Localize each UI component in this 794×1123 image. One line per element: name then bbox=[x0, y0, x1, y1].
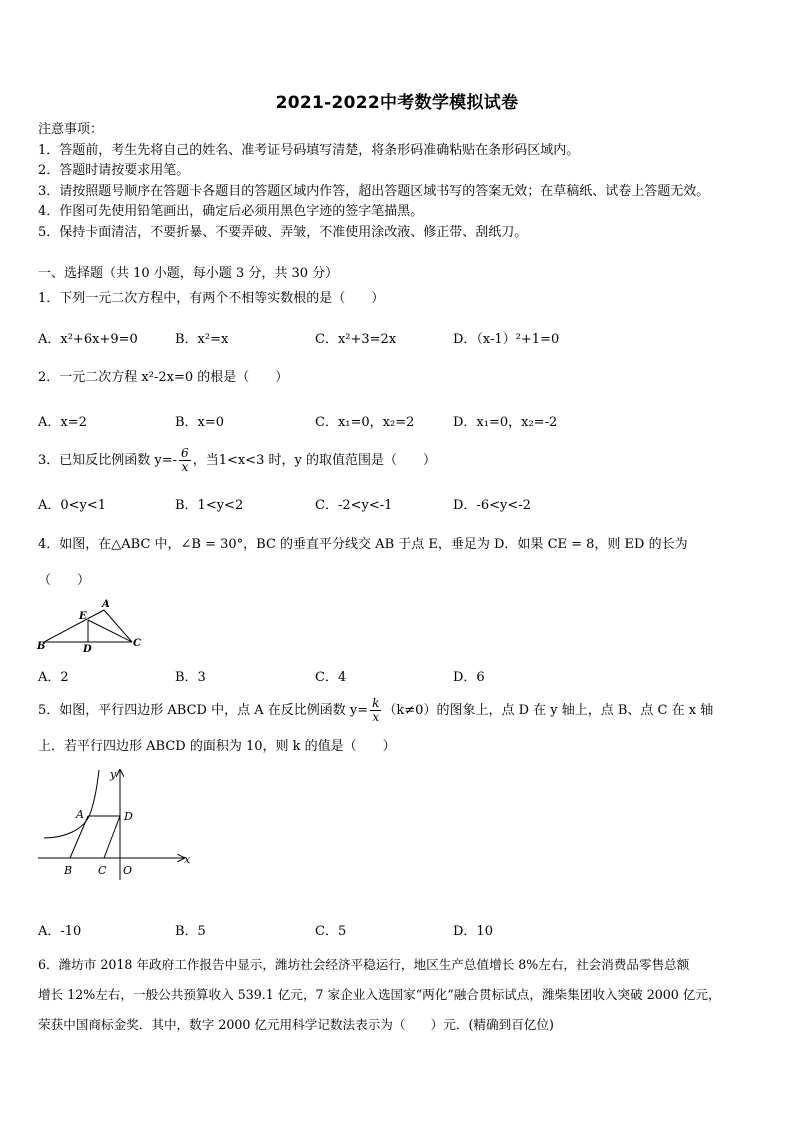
question-5-stem bbox=[38, 694, 713, 728]
question-4-stem: 4．如图，在△ABC 中，∠B = 30°，BC 的垂直平分线交 AB 于点 E，垂足为 D．如果 CE = 8，则 ED 的长为 bbox=[38, 537, 688, 552]
q1-option-d: D．（x-1）²+1=0 bbox=[453, 332, 560, 347]
question-2-stem: 2．一元二次方程 x²-2x=0 的根是（ ） bbox=[38, 370, 289, 385]
label-c: C bbox=[133, 638, 141, 649]
notice-item: 4．作图可先使用铅笔画出，确定后必须用黑色字迹的签字笔描黑。 bbox=[38, 204, 424, 219]
question-1-stem: 1．下列一元二次方程中，有两个不相等实数根的是（ ） bbox=[38, 291, 385, 306]
segment-ac bbox=[104, 610, 132, 642]
notice-item: 1．答题前，考生先将自己的姓名、准考证号码填写清楚，将条形码准确粘贴在条形码区域内。 bbox=[38, 143, 580, 158]
fraction bbox=[179, 447, 191, 474]
label-d: D bbox=[124, 810, 133, 823]
label-b: B bbox=[37, 641, 46, 652]
question-3-stem bbox=[38, 444, 436, 478]
notice-item: 5．保持卡面清洁，不要折暴、不要弄破、弄皱，不准使用涂改液、修正带、刮纸刀。 bbox=[38, 225, 528, 240]
label-a: A bbox=[76, 808, 84, 821]
fraction-numerator: k bbox=[372, 696, 380, 710]
label-y: y bbox=[110, 768, 117, 781]
label-a: A bbox=[102, 599, 110, 610]
q5-stem-post: （k≠0）的图象上，点 D 在 y 轴上，点 B、点 C 在 x 轴 bbox=[383, 703, 714, 718]
q3-stem-post: ，当1<x<3 时，y 的取值范围是（ ） bbox=[192, 453, 436, 468]
fraction bbox=[370, 697, 381, 724]
triangle-figure bbox=[36, 596, 146, 654]
label-c: C bbox=[98, 864, 107, 877]
segment-dc bbox=[104, 816, 120, 858]
label-x: x bbox=[184, 853, 191, 866]
q1-option-c: C．x²+3=2x bbox=[315, 332, 397, 347]
fraction-denominator: x bbox=[181, 460, 189, 474]
q4-option-a: A．2 bbox=[38, 670, 69, 685]
notice-heading: 注意事项： bbox=[38, 122, 104, 137]
q3-option-b: B．1<y<2 bbox=[175, 498, 244, 513]
question-5-stem-line2: 上．若平行四边形 ABCD 的面积为 10，则 k 的值是（ ） bbox=[38, 739, 396, 754]
q5-stem-pre: 5．如图，平行四边形 ABCD 中，点 A 在反比例函数 y= bbox=[38, 703, 369, 718]
q3-option-d: D．-6<y<-2 bbox=[453, 498, 531, 513]
segment-ab bbox=[70, 816, 88, 858]
section-heading: 一、选择题（共 10 小题，每小题 3 分，共 30 分） bbox=[38, 266, 339, 281]
q3-option-a: A．0<y<1 bbox=[38, 498, 107, 513]
q1-option-a: A．x²+6x+9=0 bbox=[38, 332, 138, 347]
q2-option-b: B．x=0 bbox=[175, 415, 225, 430]
question-6-line1: 6．潍坊市 2018 年政府工作报告中显示，潍坊社会经济平稳运行，地区生产总值增长 8%左右，社会消费品零售总额 bbox=[38, 957, 690, 972]
q4-option-d: D．6 bbox=[453, 670, 485, 685]
q4-option-c: C．4 bbox=[315, 670, 347, 685]
q3-stem-pre: 3．已知反比例函数 y=- bbox=[38, 453, 178, 468]
hyperbola-curve bbox=[44, 770, 99, 838]
question-4-paren: （ ） bbox=[38, 573, 91, 588]
segment-ec bbox=[88, 620, 132, 642]
q5-option-d: D．10 bbox=[453, 924, 493, 939]
page-title: 2021-2022中考数学模拟试卷 bbox=[275, 93, 519, 113]
label-e: E bbox=[79, 611, 87, 622]
notice-item: 2．答题时请按要求用笔。 bbox=[38, 163, 190, 178]
segment-ba bbox=[44, 610, 104, 642]
question-6-line3: 荣获中国商标金奖．其中，数字 2000 亿元用科学记数法表示为（ ）元．(精确到百亿位) bbox=[38, 1017, 554, 1032]
label-d: D bbox=[83, 644, 92, 654]
q3-option-c: C．-2<y<-1 bbox=[315, 498, 393, 513]
q2-option-a: A．x=2 bbox=[38, 415, 87, 430]
fraction-denominator: x bbox=[372, 710, 380, 724]
notice-item: 3．请按照题号顺序在答题卡各题目的答题区域内作答，超出答题区域书写的答案无效；在草稿纸、试卷上答题无效。 bbox=[38, 184, 710, 199]
q5-option-c: C．5 bbox=[315, 924, 347, 939]
parallelogram-figure bbox=[34, 764, 194, 882]
q2-option-d: D．x₁=0，x₂=-2 bbox=[453, 415, 558, 430]
q5-option-a: A．-10 bbox=[38, 924, 82, 939]
q2-option-c: C．x₁=0，x₂=2 bbox=[315, 415, 415, 430]
label-b: B bbox=[64, 864, 73, 877]
q5-option-b: B．5 bbox=[175, 924, 206, 939]
q1-option-b: B．x²=x bbox=[175, 332, 229, 347]
q4-option-b: B．3 bbox=[175, 670, 206, 685]
label-o: O bbox=[123, 864, 133, 877]
fraction-numerator: 6 bbox=[181, 446, 189, 460]
question-6-line2: 增长 12%左右，一般公共预算收入 539.1 亿元，7 家企业入选国家“两化”融合贯标试点，潍柴集团收入突破 2000 亿元， bbox=[38, 987, 721, 1002]
